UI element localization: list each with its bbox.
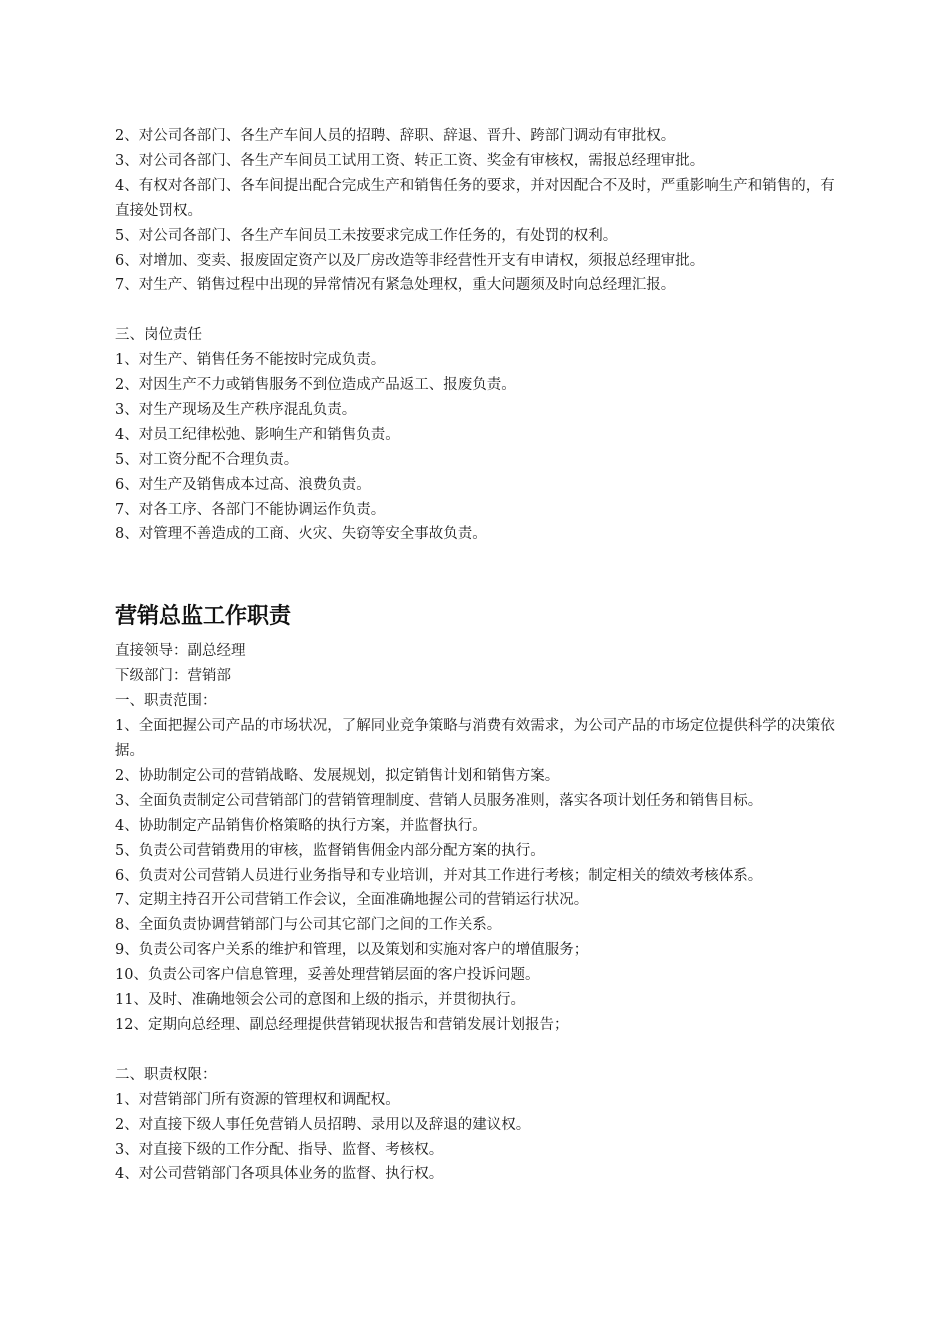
list-item: 3、对直接下级的工作分配、指导、监督、考核权。 [115,1141,444,1158]
list-item: 4、有权对各部门、各车间提出配合完成生产和销售任务的要求，并对因配合不及时，严重影响生产和销售的，有直接处罚权。 [115,177,835,219]
list-item: 2、对因生产不力或销售服务不到位造成产品返工、报废负责。 [115,377,516,394]
list-item: 3、对公司各部门、各生产车间员工试用工资、转正工资、奖金有审核权，需报总经理审批。 [115,152,705,169]
list-item: 5、对公司各部门、各生产车间员工未按要求完成工作任务的，有处罚的权利。 [115,227,618,244]
page-title: 营销总监工作职责 [115,604,292,630]
list-item: 3、全面负责制定公司营销部门的营销管理制度、营销人员服务准则，落实各项计划任务和销售目标。 [115,792,763,809]
list-item: 6、负责对公司营销人员进行业务指导和专业培训，并对其工作进行考核；制定相关的绩效考核体系。 [115,867,763,884]
list-item: 3、对生产现场及生产秩序混乱负责。 [115,401,357,418]
list-item: 6、对增加、变卖、报废固定资产以及厂房改造等非经营性开支有申请权，须报总经理审批。 [115,252,705,269]
list-item: 9、负责公司客户关系的维护和管理，以及策划和实施对客户的增值服务； [115,942,589,959]
list-item: 7、定期主持召开公司营销工作会议，全面准确地握公司的营销运行状况。 [115,892,589,909]
document-content [115,124,840,1187]
list-item: 11、及时、准确地领会公司的意图和上级的指示，并贯彻执行。 [115,992,525,1009]
list-item: 2、协助制定公司的营销战略、发展规划，拟定销售计划和销售方案。 [115,767,560,784]
section-heading: 一、职责范围： [115,693,217,710]
responsibility-section [115,323,840,547]
list-item: 12、定期向总经理、副总经理提供营销现状报告和营销发展计划报告； [115,1016,569,1033]
subordinate-department: 下级部门：营销部 [115,668,231,685]
list-item: 1、对生产、销售任务不能按时完成负责。 [115,352,386,369]
marketing-director-section [115,597,840,1038]
list-item: 1、全面把握公司产品的市场状况，了解同业竞争策略与消费有效需求，为公司产品的市场定位提供科学的决策依据。 [115,718,835,760]
list-item: 5、对工资分配不合理负责。 [115,451,299,468]
list-item: 4、对公司营销部门各项具体业务的监督、执行权。 [115,1166,444,1183]
authority-section [115,1063,840,1188]
list-item: 2、对公司各部门、各生产车间人员的招聘、辞职、辞退、晋升、跨部门调动有审批权。 [115,128,676,144]
section-heading: 三、岗位责任 [115,327,202,344]
list-item: 8、全面负责协调营销部门与公司其它部门之间的工作关系。 [115,917,502,934]
list-item: 4、协助制定产品销售价格策略的执行方案，并监督执行。 [115,817,487,834]
spacer [115,1038,840,1063]
list-item: 4、对员工纪律松弛、影响生产和销售负责。 [115,426,400,443]
list-item: 6、对生产及销售成本过高、浪费负责。 [115,476,371,493]
list-item: 1、对营销部门所有资源的管理权和调配权。 [115,1091,400,1108]
list-item: 8、对管理不善造成的工商、火灾、失窃等安全事故负责。 [115,526,487,543]
authority-list-continued [115,124,840,298]
spacer [115,547,840,597]
list-item: 10、负责公司客户信息管理，妥善处理营销层面的客户投诉问题。 [115,967,540,984]
list-item: 7、对各工序、各部门不能协调运作负责。 [115,501,386,518]
list-item: 2、对直接下级人事任免营销人员招聘、录用以及辞退的建议权。 [115,1116,531,1133]
list-item: 5、负责公司营销费用的审核，监督销售佣金内部分配方案的执行。 [115,842,545,859]
list-item: 7、对生产、销售过程中出现的异常情况有紧急处理权，重大问题须及时向总经理汇报。 [115,277,676,294]
spacer [115,298,840,323]
direct-leader: 直接领导：副总经理 [115,643,246,660]
section-heading: 二、职责权限： [115,1066,217,1083]
